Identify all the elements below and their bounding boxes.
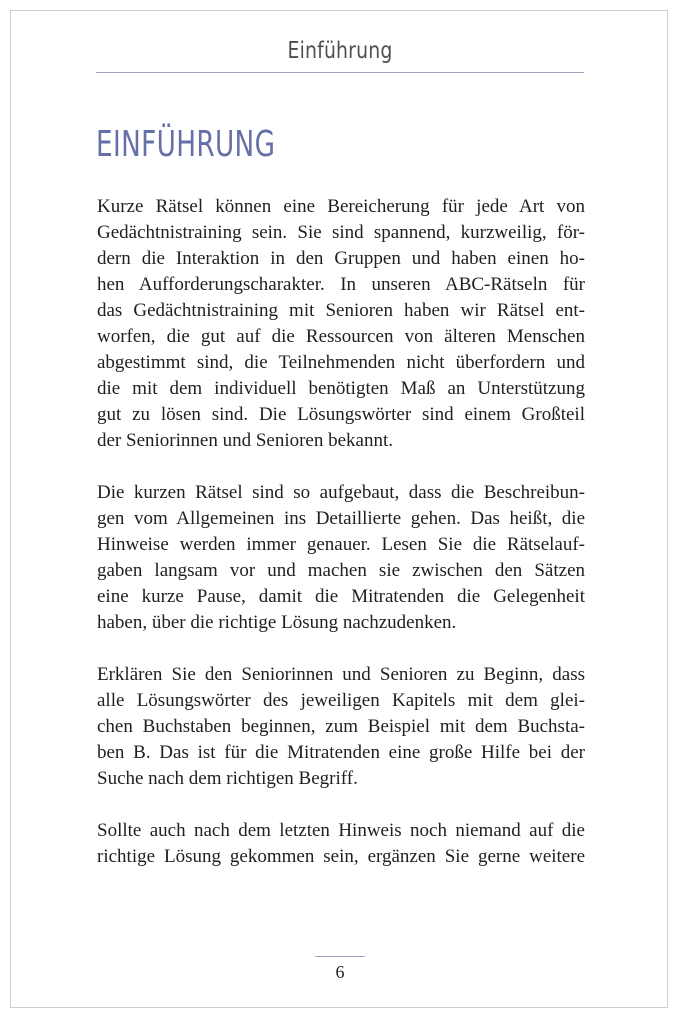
text-line: Suche nach dem richtigen Begriff. <box>97 768 358 789</box>
text-line: abgestimmt sind, die Teilnehmenden nicht überfordern und <box>97 352 585 373</box>
text-line: gaben langsam vor und machen sie zwischen den Sätzen <box>97 560 585 581</box>
text-line: alle Lösungswörter des jeweiligen Kapitels mit dem glei- <box>97 690 585 711</box>
paragraph-2 <box>97 480 585 636</box>
text-line: richtige Lösung gekommen sein, ergänzen Sie gerne weitere <box>97 846 585 867</box>
text-line: Gedächtnistraining sein. Sie sind spannend, kurzweilig, för- <box>97 222 585 243</box>
chapter-title: EINFÜHRUNG <box>96 124 276 165</box>
header-divider <box>96 72 584 73</box>
text-line: die mit dem individuell benötigten Maß an Unterstützung <box>97 378 585 399</box>
text-line: worfen, die gut auf die Ressourcen von älteren Menschen <box>97 326 585 347</box>
text-line: eine kurze Pause, damit die Mitratenden die Gelegenheit <box>97 586 585 607</box>
text-line: das Gedächtnistraining mit Senioren haben wir Rätsel ent- <box>97 300 585 321</box>
body-text <box>97 194 585 896</box>
text-line: Die kurzen Rätsel sind so aufgebaut, dass die Beschreibun- <box>97 482 585 503</box>
text-line: dern die Interaktion in den Gruppen und haben einen ho- <box>97 248 585 269</box>
footer-divider <box>315 956 365 957</box>
text-line: der Seniorinnen und Senioren bekannt. <box>97 430 394 451</box>
text-line: chen Buchstaben beginnen, zum Beispiel mit dem Buchsta- <box>97 716 585 737</box>
text-line: hen Aufforderungscharakter. In unseren ABC-Rätseln für <box>97 274 585 295</box>
page-number: 6 <box>335 962 345 982</box>
paragraph-3 <box>97 662 585 792</box>
text-line: Erklären Sie den Seniorinnen und Senioren zu Beginn, dass <box>97 664 585 685</box>
text-line: Kurze Rätsel können eine Bereicherung für jede Art von <box>97 196 585 217</box>
text-line: Hinweise werden immer genauer. Lesen Sie die Rätselauf- <box>97 534 585 555</box>
text-line: ben B. Das ist für die Mitratenden eine große Hilfe bei der <box>97 742 585 763</box>
paragraph-1 <box>97 194 585 454</box>
text-line: Sollte auch nach dem letzten Hinweis noch niemand auf die <box>97 820 585 841</box>
text-line: haben, über die richtige Lösung nachzudenken. <box>97 612 457 633</box>
paragraph-4 <box>97 818 585 870</box>
text-line: gen vom Allgemeinen ins Detaillierte gehen. Das heißt, die <box>97 508 585 529</box>
running-header: Einführung <box>287 38 393 64</box>
text-line: gut zu lösen sind. Die Lösungswörter sind einem Großteil <box>97 404 585 425</box>
